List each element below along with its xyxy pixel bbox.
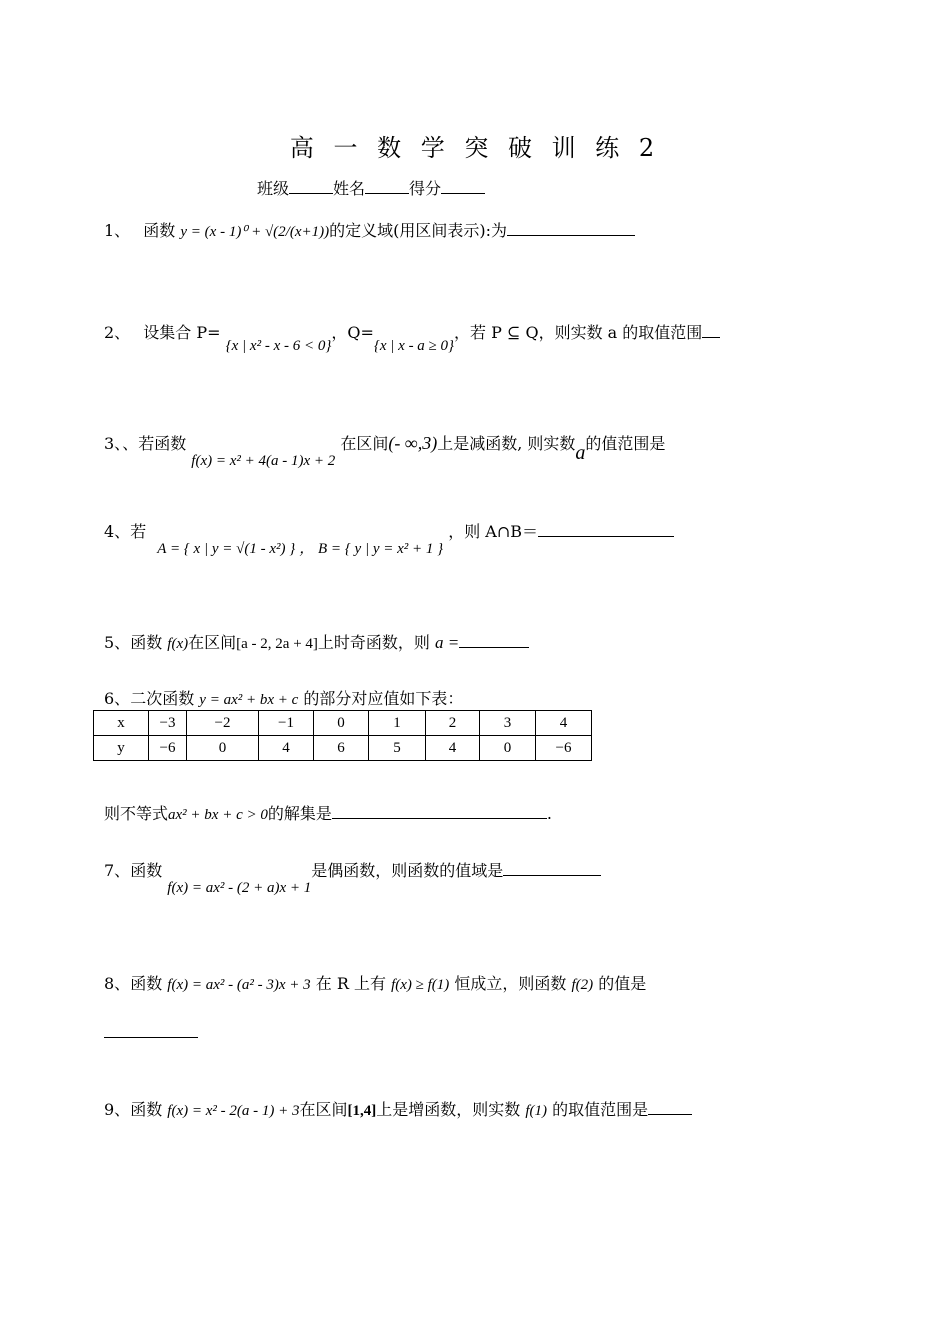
q2-text-2: ，Q= xyxy=(331,323,374,342)
q3-interval: (- ∞,3) xyxy=(388,433,438,453)
question-4 xyxy=(104,519,674,557)
q9-text-2: 在区间 xyxy=(299,1100,348,1119)
q3-text: 、若函数 xyxy=(122,434,187,453)
q3-text-3: 上是减函数, 则实数 xyxy=(437,434,576,453)
q2-text: 设集合 P= xyxy=(143,323,221,342)
header-fields xyxy=(257,176,485,199)
table-cell: 3 xyxy=(480,711,536,736)
q9-formula: f(x) = x² - 2(a - 1) + 3 xyxy=(167,1103,300,1119)
q8-text-2: 在 R 上有 xyxy=(315,974,386,993)
score-blank[interactable] xyxy=(441,192,485,194)
table-header-x: x xyxy=(94,711,149,736)
table-cell: 4 xyxy=(536,711,592,736)
q4-set-a: A = { x | y = √(1 - x²) } xyxy=(157,541,296,557)
q6-formula: y = ax² + bx + c xyxy=(199,692,299,708)
table-cell: 4 xyxy=(259,736,314,761)
q8-text: 函数 xyxy=(130,974,163,993)
q9-f1: f(1) xyxy=(525,1103,548,1119)
q9-number: 9、 xyxy=(104,1100,131,1119)
q7-text: 函数 xyxy=(130,861,163,880)
q8-condition: f(x) ≥ f(1) xyxy=(391,977,450,993)
q5-function: f(x) xyxy=(167,636,189,652)
q5-number: 5、 xyxy=(104,633,131,652)
question-8 xyxy=(104,971,646,994)
q6-text-4: 的解集是 xyxy=(267,804,332,823)
q6-answer-blank[interactable] xyxy=(332,817,547,819)
q8-answer-blank[interactable] xyxy=(104,1036,198,1038)
q5-text: 函数 xyxy=(130,633,163,652)
class-blank[interactable] xyxy=(289,192,333,194)
class-label: 班级 xyxy=(257,179,290,198)
q1-number: 1、 xyxy=(104,221,131,240)
table-cell: 6 xyxy=(314,736,369,761)
table-cell: 0 xyxy=(314,711,369,736)
q3-variable: a xyxy=(575,442,586,464)
q1-answer-blank[interactable] xyxy=(507,234,635,236)
q9-answer-blank[interactable] xyxy=(648,1113,692,1115)
question-5 xyxy=(104,630,529,653)
table-cell: 0 xyxy=(480,736,536,761)
q4-text: 若 xyxy=(130,522,147,541)
name-label: 姓名 xyxy=(333,179,366,198)
q2-text-3: ，若 P ⊆ Q，则实数 a 的取值范围 xyxy=(454,323,703,342)
q7-answer-blank[interactable] xyxy=(503,874,601,876)
q6-text-3: 则不等式 xyxy=(104,804,169,823)
q5-variable: a = xyxy=(435,633,460,652)
q6-text-2: 的部分对应值如下表： xyxy=(303,689,464,708)
q8-number: 8、 xyxy=(104,974,131,993)
table-cell: 2 xyxy=(426,711,480,736)
q2-set-p: {x | x² - x - 6 < 0} xyxy=(225,338,332,354)
name-blank[interactable] xyxy=(365,192,409,194)
q7-formula: f(x) = ax² - (2 + a)x + 1 xyxy=(167,880,312,896)
table-cell: 5 xyxy=(369,736,426,761)
score-label: 得分 xyxy=(409,179,442,198)
table-cell: 4 xyxy=(426,736,480,761)
table-cell: 0 xyxy=(187,736,259,761)
table-row xyxy=(94,711,592,736)
table-cell: −3 xyxy=(149,711,187,736)
q5-interval: [a - 2, 2a + 4] xyxy=(236,636,318,652)
question-2 xyxy=(104,320,720,354)
q2-number: 2、 xyxy=(104,323,131,342)
q4-text-2: ，则 A∩B＝ xyxy=(448,522,539,541)
question-9 xyxy=(104,1097,692,1120)
q6-text: 二次函数 xyxy=(130,689,195,708)
q8-formula: f(x) = ax² - (a² - 3)x + 3 xyxy=(167,977,311,993)
q5-text-3: 上时奇函数，则 xyxy=(317,633,430,652)
table-row xyxy=(94,736,592,761)
q3-number: 3、 xyxy=(104,434,123,453)
question-7 xyxy=(104,858,601,896)
q2-answer-blank[interactable] xyxy=(702,336,720,338)
q9-interval: [1,4] xyxy=(347,1103,377,1119)
q1-formula: y = (x - 1)⁰ + √(2/(x+1)) xyxy=(180,224,330,240)
q4-number: 4、 xyxy=(104,522,131,541)
q7-text-2: 是偶函数，则函数的值域是 xyxy=(311,861,504,880)
question-3 xyxy=(104,431,666,469)
q1-text: 函数 xyxy=(143,221,176,240)
table-cell: −6 xyxy=(536,736,592,761)
question-1 xyxy=(104,218,635,241)
q6-inequality: ax² + bx + c > 0 xyxy=(168,807,268,823)
q5-answer-blank[interactable] xyxy=(459,646,529,648)
question-6 xyxy=(104,686,463,709)
table-header-y: y xyxy=(94,736,149,761)
values-table xyxy=(93,710,592,761)
table-cell: −1 xyxy=(259,711,314,736)
table-cell: 1 xyxy=(369,711,426,736)
q9-text-3: 上是增函数，则实数 xyxy=(376,1100,521,1119)
q3-formula: f(x) = x² + 4(a - 1)x + 2 xyxy=(191,453,336,469)
q9-text: 函数 xyxy=(130,1100,163,1119)
question-6-inequality xyxy=(104,801,552,824)
q4-set-b: ， B = { y | y = x² + 1 } xyxy=(299,541,444,557)
q8-text-3: 恒成立，则函数 xyxy=(454,974,567,993)
q1-text-2: 的定义域(用区间表示):为 xyxy=(329,221,507,240)
page-title: 高 一 数 学 突 破 训 练 2 xyxy=(289,134,661,162)
q8-f2: f(2) xyxy=(571,977,594,993)
q8-text-4: 的值是 xyxy=(598,974,647,993)
q2-set-q: {x | x - a ≥ 0} xyxy=(373,338,455,354)
q6-period: . xyxy=(546,804,552,823)
q9-text-4: 的取值范围是 xyxy=(552,1100,649,1119)
q5-text-2: 在区间 xyxy=(188,633,237,652)
q4-answer-blank[interactable] xyxy=(538,535,674,537)
q7-number: 7、 xyxy=(104,861,131,880)
table-cell: −6 xyxy=(149,736,187,761)
q3-text-4: 的值范围是 xyxy=(585,434,666,453)
q6-number: 6、 xyxy=(104,689,131,708)
q3-text-2: 在区间 xyxy=(340,434,389,453)
table-cell: −2 xyxy=(187,711,259,736)
